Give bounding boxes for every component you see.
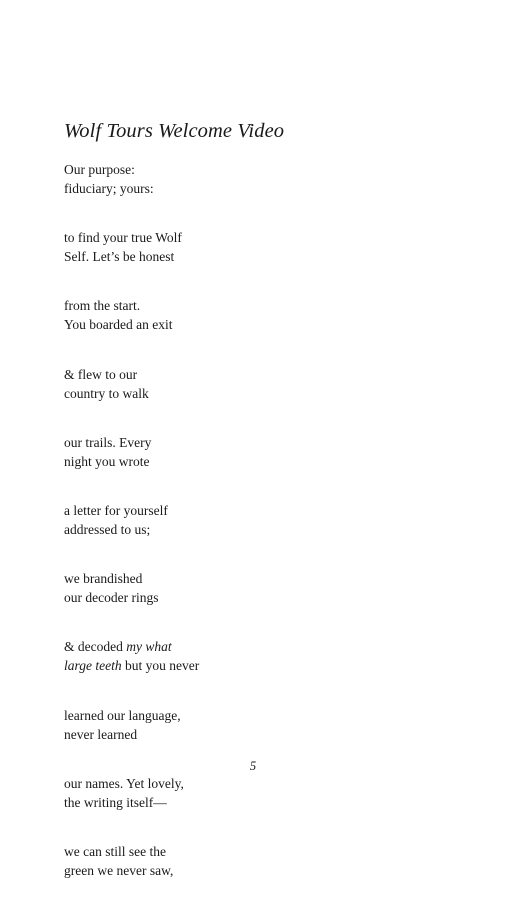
poem-line-mixed [64, 637, 199, 656]
italic-phrase: my what [126, 639, 172, 655]
poem-line: night you wrote [64, 453, 150, 469]
poem-line: fiduciary; yours: [64, 181, 154, 196]
stanza [64, 501, 199, 551]
stanza [64, 706, 199, 756]
line-text: but you never [121, 658, 200, 674]
poem-line: Self. Let’s be honest [64, 249, 175, 265]
poem-line: from the start. [64, 298, 141, 314]
stanza [64, 569, 199, 619]
poem-title: Wolf Tours Welcome Video [64, 120, 285, 142]
stanza [64, 296, 199, 346]
line-text: & decoded [64, 639, 127, 655]
poem-line: the writing itself— [64, 794, 167, 810]
stanza [64, 842, 199, 892]
poem-line: our names. Yet lovely, [64, 775, 184, 791]
poem-line: Our purpose: [64, 162, 135, 177]
poem-line: a letter for yourself [64, 502, 168, 518]
poem-line-mixed [64, 656, 199, 675]
poem-line: learned our language, [64, 707, 181, 723]
poem-line: our trails. Every [64, 434, 152, 450]
poem-line: to find your true Wolf [64, 230, 182, 246]
poem-line: addressed to us; [64, 521, 151, 537]
stanza [64, 433, 199, 483]
poem-line: country to walk [64, 385, 149, 401]
poem-line: & flew to our [64, 366, 138, 382]
stanza [64, 160, 199, 210]
poem-line: never learned [64, 726, 138, 742]
page-number: 5 [249, 759, 257, 773]
poem-line: our decoder rings [64, 590, 159, 606]
poem-line: You boarded an exit [64, 317, 173, 333]
stanza [64, 637, 199, 687]
poem-line: green we never saw, [64, 862, 174, 878]
stanza [64, 365, 199, 415]
poem-line: we brandished [64, 571, 143, 587]
stanza [64, 774, 199, 824]
poem-body [64, 160, 199, 910]
italic-phrase: large teeth [64, 658, 122, 674]
poem-line: we can still see the [64, 843, 166, 859]
stanza [64, 228, 199, 278]
